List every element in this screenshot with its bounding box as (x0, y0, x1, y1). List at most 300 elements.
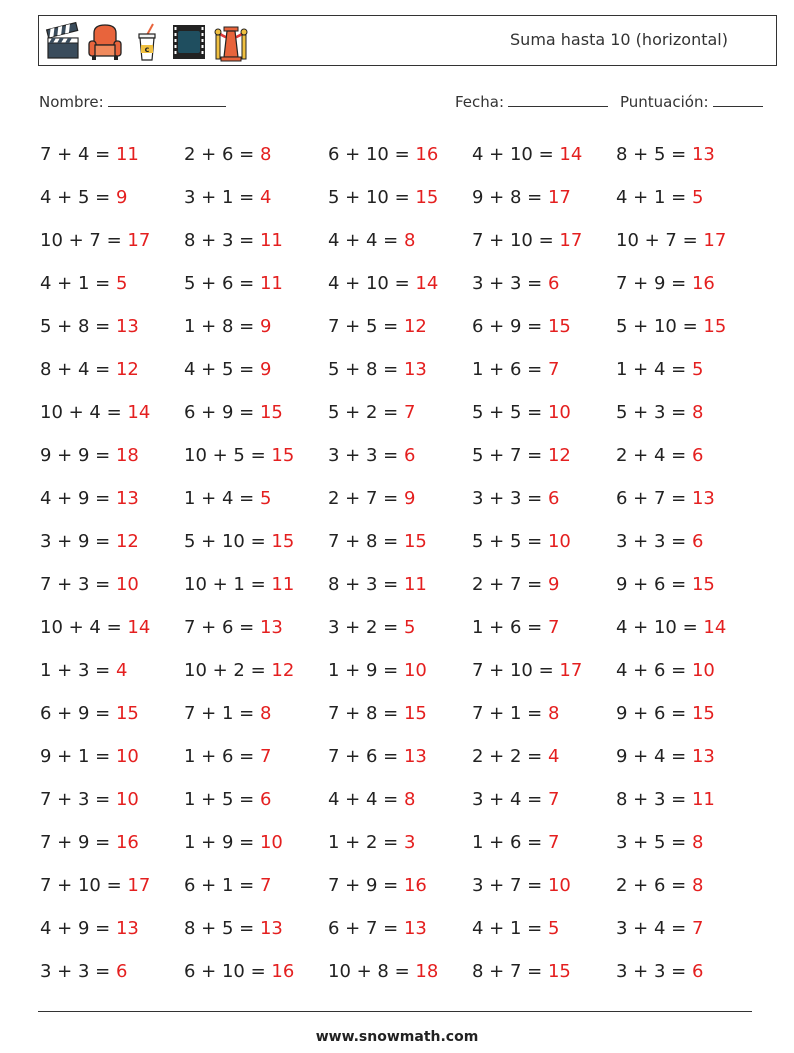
problem-question: 3 + 3 = (328, 445, 404, 466)
problem-question: 3 + 4 = (616, 918, 692, 939)
problem (328, 348, 472, 391)
problem-question: 5 + 5 = (472, 531, 548, 552)
problem (184, 821, 328, 864)
problem-question: 6 + 9 = (472, 316, 548, 337)
problem-question: 6 + 7 = (616, 488, 692, 509)
problem (616, 520, 760, 563)
problem-question: 10 + 4 = (40, 402, 128, 423)
problem-question: 9 + 8 = (472, 187, 548, 208)
problem-answer: 7 (403, 402, 416, 423)
problem-question: 5 + 3 = (616, 402, 692, 423)
problem-question: 5 + 2 = (328, 402, 404, 423)
problem (40, 907, 184, 950)
problem-question: 7 + 1 = (184, 703, 260, 724)
problem-question: 4 + 1 = (472, 918, 548, 939)
problem-answer: 17 (703, 230, 727, 251)
problem-answer: 18 (415, 961, 439, 982)
problem-question: 10 + 1 = (184, 574, 272, 595)
problem (40, 735, 184, 778)
problem-question: 6 + 7 = (328, 918, 404, 939)
problem (40, 864, 184, 907)
problem (328, 219, 472, 262)
problem (40, 176, 184, 219)
problem-question: 1 + 4 = (184, 488, 260, 509)
problem-question: 5 + 8 = (328, 359, 404, 380)
problem-question: 2 + 6 = (616, 875, 692, 896)
problem (328, 907, 472, 950)
problem (328, 563, 472, 606)
problem-answer: 13 (403, 746, 427, 767)
worksheet-header (38, 15, 777, 66)
problem (616, 176, 760, 219)
problem-answer: 18 (115, 445, 139, 466)
problem (616, 219, 760, 262)
problem-answer: 4 (547, 746, 560, 767)
problem-answer: 10 (547, 875, 571, 896)
problem-question: 1 + 3 = (40, 660, 116, 681)
problem (328, 821, 472, 864)
problem (472, 477, 616, 520)
problem-answer: 4 (259, 187, 272, 208)
problem-question: 1 + 4 = (616, 359, 692, 380)
problem-answer: 15 (415, 187, 439, 208)
worksheet-title: Suma hasta 10 (horizontal) (510, 30, 728, 49)
problem-question: 1 + 5 = (184, 789, 260, 810)
problem-question: 6 + 10 = (328, 144, 416, 165)
problem (184, 606, 328, 649)
problem (472, 778, 616, 821)
problem-question: 3 + 3 = (472, 273, 548, 294)
problem-answer: 8 (259, 144, 272, 165)
problem-answer: 15 (259, 402, 283, 423)
problem-question: 7 + 8 = (328, 531, 404, 552)
problem (328, 950, 472, 993)
problem-answer: 13 (403, 359, 427, 380)
problem-question: 7 + 6 = (328, 746, 404, 767)
problem (472, 735, 616, 778)
problem-answer: 9 (547, 574, 560, 595)
footer-url: www.snowmath.com (315, 1029, 479, 1045)
problem-question: 7 + 9 = (40, 832, 116, 853)
problem (472, 563, 616, 606)
problem (40, 348, 184, 391)
date-line[interactable] (508, 92, 608, 107)
problem (472, 305, 616, 348)
problem (184, 563, 328, 606)
problem-question: 9 + 6 = (616, 574, 692, 595)
problem-answer: 5 (547, 918, 560, 939)
problem (616, 950, 760, 993)
problem-answer: 14 (127, 402, 151, 423)
problem-question: 1 + 2 = (328, 832, 404, 853)
problem-question: 1 + 6 = (472, 832, 548, 853)
problem-answer: 15 (403, 703, 427, 724)
problem (40, 950, 184, 993)
problem-question: 7 + 3 = (40, 789, 116, 810)
problem-answer: 9 (115, 187, 128, 208)
problem (184, 907, 328, 950)
problem-answer: 8 (259, 703, 272, 724)
problem-question: 8 + 3 = (616, 789, 692, 810)
problem (616, 391, 760, 434)
problem (616, 649, 760, 692)
problem-question: 4 + 10 = (328, 273, 416, 294)
problem-answer: 13 (115, 316, 139, 337)
problem (616, 735, 760, 778)
score-label: Puntuación: (620, 93, 709, 111)
problem-answer: 13 (691, 144, 715, 165)
problem (616, 348, 760, 391)
problem-answer: 7 (547, 832, 560, 853)
problem-answer: 15 (691, 703, 715, 724)
problem-question: 6 + 9 = (40, 703, 116, 724)
problem-answer: 6 (691, 531, 704, 552)
problem (184, 219, 328, 262)
problem (328, 649, 472, 692)
problem (328, 778, 472, 821)
problem-answer: 10 (691, 660, 715, 681)
problem (40, 434, 184, 477)
problem-answer: 16 (415, 144, 439, 165)
problem-answer: 12 (115, 531, 139, 552)
problem-question: 9 + 9 = (40, 445, 116, 466)
problem (616, 262, 760, 305)
problem-answer: 16 (115, 832, 139, 853)
problem-question: 3 + 5 = (616, 832, 692, 853)
problem-answer: 6 (547, 273, 560, 294)
score-line[interactable] (713, 92, 763, 107)
problem (328, 864, 472, 907)
problem-answer: 14 (415, 273, 439, 294)
problem-answer: 13 (259, 617, 283, 638)
footer-divider (38, 1011, 752, 1012)
problem-answer: 4 (115, 660, 128, 681)
problem-question: 3 + 3 = (40, 961, 116, 982)
clapperboard-icon (45, 21, 81, 63)
problem-answer: 15 (271, 531, 295, 552)
problem-question: 1 + 6 = (472, 617, 548, 638)
problem (184, 262, 328, 305)
problem (616, 477, 760, 520)
problem-answer: 11 (259, 273, 283, 294)
problem (40, 778, 184, 821)
problem (616, 434, 760, 477)
problem-answer: 17 (559, 230, 583, 251)
problem-answer: 8 (403, 230, 416, 251)
problem-answer: 13 (691, 746, 715, 767)
problem-answer: 11 (271, 574, 295, 595)
problem-answer: 9 (403, 488, 416, 509)
problem (184, 391, 328, 434)
problem (472, 391, 616, 434)
problem-answer: 8 (691, 402, 704, 423)
problem (184, 520, 328, 563)
problem-question: 7 + 1 = (472, 703, 548, 724)
problem-answer: 17 (547, 187, 571, 208)
problem-question: 9 + 6 = (616, 703, 692, 724)
problem-answer: 5 (403, 617, 416, 638)
problem (472, 348, 616, 391)
problem-question: 5 + 8 = (40, 316, 116, 337)
problem (40, 649, 184, 692)
problem-question: 2 + 6 = (184, 144, 260, 165)
problem-question: 2 + 7 = (472, 574, 548, 595)
problem-question: 5 + 10 = (184, 531, 272, 552)
problem (40, 133, 184, 176)
problem-answer: 9 (259, 359, 272, 380)
problem-question: 10 + 4 = (40, 617, 128, 638)
problem-question: 3 + 4 = (472, 789, 548, 810)
problem-answer: 17 (559, 660, 583, 681)
problem-answer: 10 (547, 531, 571, 552)
problem-question: 8 + 3 = (184, 230, 260, 251)
problem-answer: 5 (691, 359, 704, 380)
problem-question: 1 + 6 = (184, 746, 260, 767)
problem-question: 3 + 7 = (472, 875, 548, 896)
problem-question: 8 + 5 = (184, 918, 260, 939)
problem-answer: 15 (271, 445, 295, 466)
problem-answer: 9 (259, 316, 272, 337)
problem-question: 5 + 6 = (184, 273, 260, 294)
problem-question: 3 + 9 = (40, 531, 116, 552)
problem (184, 133, 328, 176)
problem-answer: 13 (115, 918, 139, 939)
problem-answer: 13 (403, 918, 427, 939)
problem (616, 133, 760, 176)
problem-answer: 5 (691, 187, 704, 208)
problem (472, 821, 616, 864)
problem-question: 8 + 7 = (472, 961, 548, 982)
problem (184, 778, 328, 821)
problem-question: 8 + 5 = (616, 144, 692, 165)
problem-question: 10 + 7 = (40, 230, 128, 251)
problem-grid (40, 133, 760, 993)
problem-question: 7 + 10 = (40, 875, 128, 896)
problem-question: 2 + 4 = (616, 445, 692, 466)
problem-answer: 10 (403, 660, 427, 681)
problem (616, 864, 760, 907)
problem-answer: 11 (115, 144, 139, 165)
problem-answer: 14 (703, 617, 727, 638)
problem-question: 1 + 9 = (328, 660, 404, 681)
problem-answer: 15 (115, 703, 139, 724)
problem-answer: 16 (691, 273, 715, 294)
problem-answer: 13 (691, 488, 715, 509)
problem (472, 907, 616, 950)
problem-question: 10 + 2 = (184, 660, 272, 681)
problem (328, 133, 472, 176)
problem-question: 5 + 5 = (472, 402, 548, 423)
problem (328, 262, 472, 305)
problem (472, 950, 616, 993)
problem (616, 563, 760, 606)
problem (328, 176, 472, 219)
problem-question: 4 + 5 = (40, 187, 116, 208)
problem-answer: 7 (547, 359, 560, 380)
problem-question: 7 + 10 = (472, 230, 560, 251)
problem-answer: 10 (115, 789, 139, 810)
name-line[interactable] (108, 92, 226, 107)
problem-answer: 12 (271, 660, 295, 681)
problem-answer: 15 (547, 961, 571, 982)
problem (328, 735, 472, 778)
problem-question: 2 + 7 = (328, 488, 404, 509)
problem-question: 4 + 10 = (472, 144, 560, 165)
problem (472, 262, 616, 305)
problem-question: 10 + 5 = (184, 445, 272, 466)
problem-question: 4 + 4 = (328, 230, 404, 251)
problem (472, 520, 616, 563)
problem-answer: 12 (547, 445, 571, 466)
problem (184, 305, 328, 348)
problem-answer: 8 (547, 703, 560, 724)
problem (472, 434, 616, 477)
problem (616, 692, 760, 735)
problem (40, 821, 184, 864)
problem-question: 8 + 3 = (328, 574, 404, 595)
problem (472, 606, 616, 649)
problem (472, 649, 616, 692)
problem-question: 7 + 10 = (472, 660, 560, 681)
problem-question: 7 + 4 = (40, 144, 116, 165)
problem (184, 735, 328, 778)
problem-answer: 15 (703, 316, 727, 337)
problem (328, 391, 472, 434)
problem-question: 1 + 6 = (472, 359, 548, 380)
problem (472, 692, 616, 735)
problem (328, 477, 472, 520)
problem-answer: 16 (271, 961, 295, 982)
score-field[interactable] (620, 92, 763, 111)
problem-answer: 11 (691, 789, 715, 810)
problem (40, 262, 184, 305)
problem-answer: 17 (127, 875, 151, 896)
problem-answer: 7 (691, 918, 704, 939)
problem-question: 9 + 1 = (40, 746, 116, 767)
problem (616, 305, 760, 348)
problem (184, 692, 328, 735)
problem (472, 864, 616, 907)
problem-question: 7 + 8 = (328, 703, 404, 724)
problem-answer: 15 (547, 316, 571, 337)
problem-question: 3 + 3 = (472, 488, 548, 509)
problem-answer: 10 (547, 402, 571, 423)
cinema-rope-barrier-icon (213, 21, 249, 63)
svg-text:c: c (144, 45, 150, 54)
problem-answer: 6 (547, 488, 560, 509)
problem-question: 7 + 5 = (328, 316, 404, 337)
film-frame-icon (171, 21, 207, 63)
problem (616, 778, 760, 821)
problem (184, 434, 328, 477)
problem-question: 3 + 1 = (184, 187, 260, 208)
problem-question: 9 + 4 = (616, 746, 692, 767)
problem-question: 1 + 8 = (184, 316, 260, 337)
problem-question: 10 + 7 = (616, 230, 704, 251)
problem-question: 7 + 3 = (40, 574, 116, 595)
problem (40, 692, 184, 735)
problem-answer: 5 (259, 488, 272, 509)
problem-question: 7 + 9 = (616, 273, 692, 294)
problem (40, 563, 184, 606)
problem (328, 520, 472, 563)
problem-question: 4 + 5 = (184, 359, 260, 380)
problem-question: 7 + 6 = (184, 617, 260, 638)
problem (472, 219, 616, 262)
problem (40, 305, 184, 348)
problem-answer: 15 (403, 531, 427, 552)
problem-answer: 12 (403, 316, 427, 337)
problem-answer: 8 (691, 832, 704, 853)
problem-question: 4 + 9 = (40, 918, 116, 939)
problem-answer: 14 (127, 617, 151, 638)
problem-answer: 11 (259, 230, 283, 251)
problem (616, 821, 760, 864)
problem-question: 6 + 10 = (184, 961, 272, 982)
problem (472, 176, 616, 219)
problem-answer: 13 (115, 488, 139, 509)
problem-answer: 17 (127, 230, 151, 251)
problem (616, 606, 760, 649)
problem (616, 907, 760, 950)
problem (328, 606, 472, 649)
problem-answer: 7 (547, 617, 560, 638)
problem (40, 391, 184, 434)
problem-question: 4 + 10 = (616, 617, 704, 638)
name-field[interactable] (39, 92, 226, 111)
problem-answer: 10 (115, 746, 139, 767)
problem-question: 4 + 1 = (40, 273, 116, 294)
problem-answer: 14 (559, 144, 583, 165)
problem-question: 7 + 9 = (328, 875, 404, 896)
armchair-icon (87, 21, 123, 63)
problem-answer: 8 (691, 875, 704, 896)
date-field[interactable] (455, 92, 608, 111)
problem-question: 4 + 9 = (40, 488, 116, 509)
header-icons (45, 21, 249, 63)
problem-question: 6 + 1 = (184, 875, 260, 896)
problem-question: 3 + 3 = (616, 531, 692, 552)
problem (184, 864, 328, 907)
problem-question: 5 + 10 = (328, 187, 416, 208)
problem-answer: 6 (691, 445, 704, 466)
problem (184, 348, 328, 391)
problem (40, 520, 184, 563)
problem-question: 5 + 7 = (472, 445, 548, 466)
problem (472, 133, 616, 176)
problem-question: 4 + 6 = (616, 660, 692, 681)
name-label: Nombre: (39, 93, 104, 111)
problem-question: 6 + 9 = (184, 402, 260, 423)
problem-question: 8 + 4 = (40, 359, 116, 380)
problem-question: 5 + 10 = (616, 316, 704, 337)
problem-question: 3 + 2 = (328, 617, 404, 638)
problem-answer: 6 (259, 789, 272, 810)
soda-cup-icon (129, 21, 165, 63)
problem-question: 3 + 3 = (616, 961, 692, 982)
problem (328, 305, 472, 348)
problem-question: 2 + 2 = (472, 746, 548, 767)
problem-answer: 11 (403, 574, 427, 595)
problem (184, 649, 328, 692)
problem-answer: 6 (403, 445, 416, 466)
problem-answer: 8 (403, 789, 416, 810)
problem (40, 477, 184, 520)
problem-answer: 5 (115, 273, 128, 294)
problem-answer: 6 (115, 961, 128, 982)
problem (40, 219, 184, 262)
problem-question: 1 + 9 = (184, 832, 260, 853)
